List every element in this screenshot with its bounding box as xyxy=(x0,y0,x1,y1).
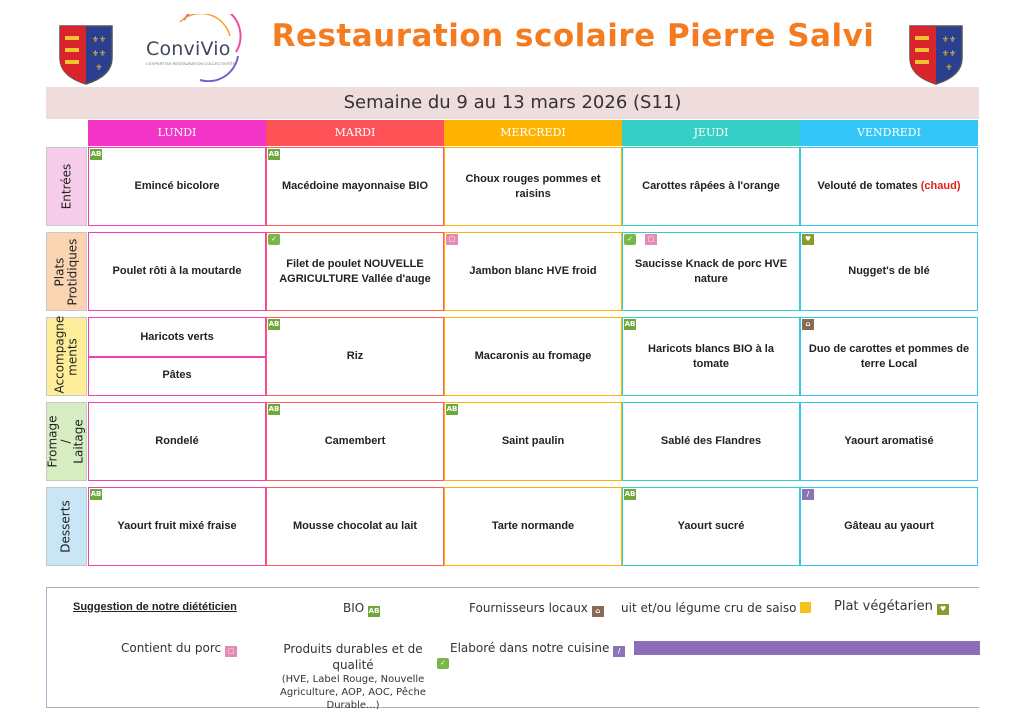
local-supplier-icon: ⌂ xyxy=(592,606,604,617)
row-label-plats xyxy=(46,232,87,311)
dish-name: Filet de poulet NOUVELLE AGRICULTURE Vallée d'auge xyxy=(279,257,431,285)
dish-name: Carottes râpées à l'orange xyxy=(642,180,780,192)
legend-bio-label: BIO xyxy=(343,601,365,615)
legend-porc xyxy=(121,641,237,656)
menu-cell-fromage-vendredi xyxy=(800,402,978,481)
row-label-text: Plats Protidiques xyxy=(52,238,80,305)
logo-text: ConviVio xyxy=(146,38,231,60)
svg-text:⚜: ⚜ xyxy=(945,63,953,72)
dish-name: Macaronis au fromage xyxy=(474,350,592,362)
menu-cell-plats-jeudi xyxy=(622,232,800,311)
dish-name: Sablé des Flandres xyxy=(660,435,762,447)
legend-veg-label: Plat végétarien xyxy=(834,599,933,614)
dish-name: Poulet rôti à la moutarde xyxy=(112,265,242,277)
dish-name: Yaourt fruit mixé fraise xyxy=(117,520,237,532)
legend-box xyxy=(46,587,979,711)
legend-suggestion: Suggestion de notre diététicien xyxy=(73,601,237,613)
row-label-text: Entrées xyxy=(59,163,73,210)
durable-quality-icon: ✓ xyxy=(268,234,280,245)
menu-cell-accomp-lundi xyxy=(88,317,266,396)
vegetarian-icon: ♥ xyxy=(937,604,949,615)
svg-text:⚜⚜: ⚜⚜ xyxy=(941,35,957,44)
row-label-accomp xyxy=(46,317,87,396)
legend-cuisine xyxy=(450,641,625,656)
menu-cell-plats-mardi xyxy=(266,232,444,311)
page-title: Restauration scolaire Pierre Salvi xyxy=(271,18,875,54)
dish-name: Jambon blanc HVE froid xyxy=(469,265,597,277)
dish-name: Macédoine mayonnaise BIO xyxy=(281,180,429,192)
bio-icon: AB xyxy=(268,405,280,413)
durable-quality-icon: ✓ xyxy=(437,658,449,669)
legend-durable-line1: Produits durables et de xyxy=(283,642,423,656)
logo-tagline: L'EXPERTISE RESTAURATION COLLECTIVITÉS xyxy=(146,61,236,66)
menu-cell-fromage-mercredi xyxy=(444,402,622,481)
legend-bio xyxy=(343,601,380,616)
dish-name: Mousse chocolat au lait xyxy=(292,520,418,532)
day-header-mardi: MARDI xyxy=(266,120,444,146)
svg-text:⚜⚜: ⚜⚜ xyxy=(941,49,957,58)
pork-icon: ▢ xyxy=(446,234,458,245)
legend-durable-line2: qualité xyxy=(332,658,374,672)
bio-icon: AB xyxy=(90,490,102,498)
menu-cell-desserts-jeudi xyxy=(622,487,800,566)
legend-fruit-label: uit et/ou légume cru de saiso xyxy=(621,601,797,615)
dish-name: Pâtes xyxy=(162,369,192,382)
legend-porc-label: Contient du porc xyxy=(121,641,222,655)
homemade-icon: / xyxy=(613,646,625,657)
coat-of-arms-left xyxy=(58,24,114,86)
dish-name: Saucisse Knack de porc HVE nature xyxy=(634,257,788,285)
bio-icon: AB xyxy=(268,320,280,328)
day-header-lundi: LUNDI xyxy=(88,120,266,146)
menu-cell-desserts-mercredi xyxy=(444,487,622,566)
dish-name: Camembert xyxy=(324,435,386,447)
row-label-desserts xyxy=(46,487,87,566)
hot-note: (chaud) xyxy=(920,180,961,192)
legend-local-label: Fournisseurs locaux xyxy=(469,601,588,615)
homemade-icon: / xyxy=(802,489,814,500)
bio-icon: AB xyxy=(624,320,636,328)
dish-name: Nugget's de blé xyxy=(848,265,930,277)
svg-text:⚜⚜: ⚜⚜ xyxy=(91,35,107,44)
dish-name: Yaourt aromatisé xyxy=(844,435,934,447)
dish-name: Riz xyxy=(346,350,364,362)
svg-text:⚜⚜: ⚜⚜ xyxy=(91,49,107,58)
svg-text:⚜: ⚜ xyxy=(95,63,103,72)
day-header-jeudi: JEUDI xyxy=(622,120,800,146)
menu-cell-desserts-vendredi xyxy=(800,487,978,566)
dish-name: Emincé bicolore xyxy=(134,180,220,192)
menu-cell-plats-lundi xyxy=(88,232,266,311)
seasonal-fruit-icon xyxy=(800,602,811,613)
convivio-logo xyxy=(140,14,246,82)
menu-cell-desserts-lundi xyxy=(88,487,266,566)
row-label-text: Accompagne ments xyxy=(52,315,80,393)
dish-name: Yaourt sucré xyxy=(677,520,745,532)
dish-name: Haricots blancs BIO à la tomate xyxy=(648,342,774,370)
dish-name: Velouté de tomates xyxy=(817,180,918,192)
durable-quality-icon: ✓ xyxy=(624,234,636,245)
dish-name: Haricots verts xyxy=(140,330,214,343)
row-label-text: Desserts xyxy=(59,500,73,553)
menu-cell-plats-vendredi xyxy=(800,232,978,311)
menu-cell-accomp-jeudi xyxy=(622,317,800,396)
legend-durable xyxy=(263,641,443,712)
purple-bar xyxy=(634,641,980,655)
cell-divider xyxy=(89,356,265,358)
legend-durable-detail: (HVE, Label Rouge, Nouvelle Agriculture, AOP, AOC, Pêche Durable...) xyxy=(280,674,426,711)
day-header-vendredi: VENDREDI xyxy=(800,120,978,146)
menu-cell-fromage-lundi xyxy=(88,402,266,481)
legend-cuisine-label: Elaboré dans notre cuisine xyxy=(450,641,610,655)
menu-cell-accomp-vendredi xyxy=(800,317,978,396)
legend-local xyxy=(469,601,604,616)
bio-icon: AB xyxy=(90,150,102,158)
dish-name: Choux rouges pommes et raisins xyxy=(465,172,601,200)
local-supplier-icon: ⌂ xyxy=(802,319,814,330)
menu-cell-desserts-mardi xyxy=(266,487,444,566)
menu-cell-accomp-mercredi xyxy=(444,317,622,396)
bio-icon: AB xyxy=(624,490,636,498)
pork-icon: ▢ xyxy=(225,646,237,657)
menu-cell-fromage-jeudi xyxy=(622,402,800,481)
menu-cell-entrees-mardi xyxy=(266,147,444,226)
dish-name: Rondelé xyxy=(155,435,199,447)
menu-cell-fromage-mardi xyxy=(266,402,444,481)
bio-icon: AB xyxy=(268,150,280,158)
dish-name: Gâteau au yaourt xyxy=(844,520,934,532)
dish-name: Duo de carottes et pommes de terre Local xyxy=(808,342,970,370)
menu-cell-entrees-lundi xyxy=(88,147,266,226)
pork-icon: ▢ xyxy=(645,234,657,245)
dish-name: Tarte normande xyxy=(491,520,575,532)
coat-of-arms-right xyxy=(908,24,964,86)
day-header-mercredi: MERCREDI xyxy=(444,120,622,146)
row-label-entrees xyxy=(46,147,87,226)
legend-veg xyxy=(834,599,949,614)
legend-fruit xyxy=(621,601,811,615)
bio-icon: AB xyxy=(446,405,458,413)
vegetarian-icon: ♥ xyxy=(802,234,814,245)
bio-icon: AB xyxy=(368,607,380,615)
menu-cell-entrees-mercredi xyxy=(444,147,622,226)
menu-cell-accomp-mardi xyxy=(266,317,444,396)
menu-cell-plats-mercredi xyxy=(444,232,622,311)
week-banner: Semaine du 9 au 13 mars 2026 (S11) xyxy=(46,87,979,119)
dish-name: Saint paulin xyxy=(501,435,565,447)
menu-cell-entrees-jeudi xyxy=(622,147,800,226)
menu-cell-entrees-vendredi xyxy=(800,147,978,226)
row-label-fromage xyxy=(46,402,87,481)
row-label-text: Fromage / Laitage xyxy=(46,415,86,468)
